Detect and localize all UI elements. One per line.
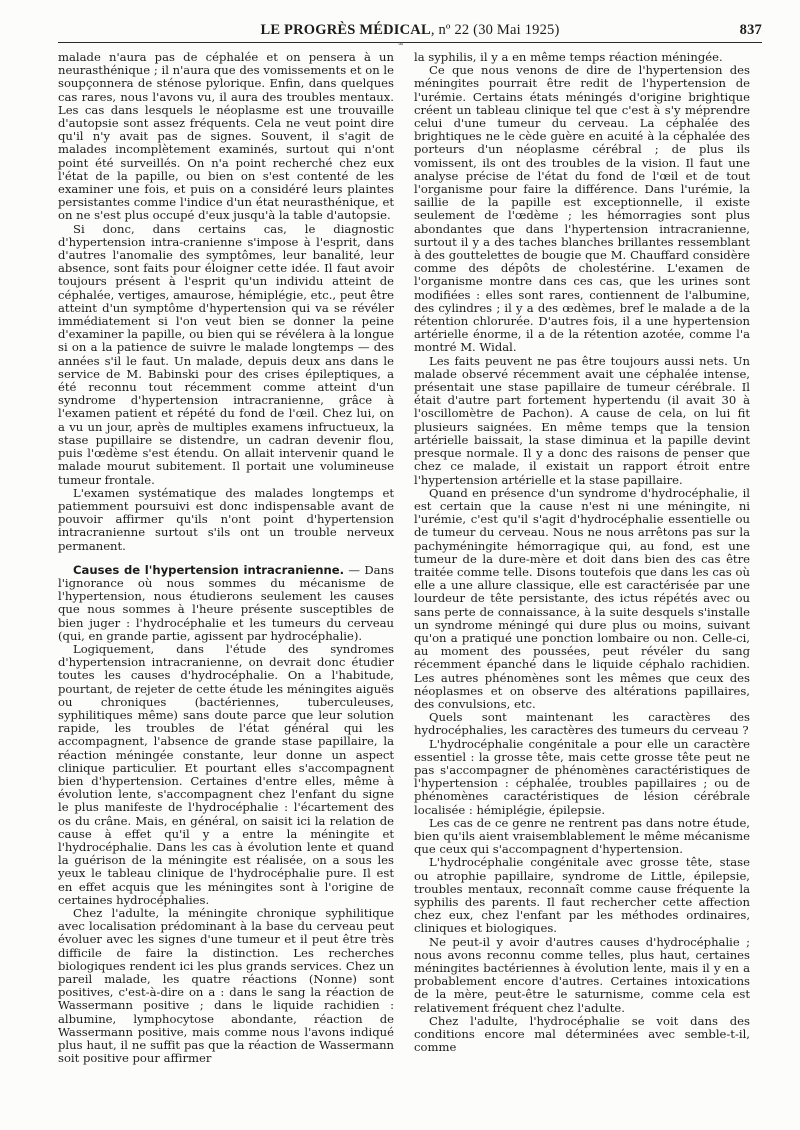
right-column — [414, 51, 750, 1119]
journal-title: LE PROGRÈS MÉDICAL — [260, 22, 431, 38]
paragraph: la syphilis, il y a en même temps réaction méningée. — [414, 51, 723, 64]
journal-title-line — [58, 22, 762, 39]
section-paragraph — [58, 564, 394, 643]
paragraph: Chez l'adulte, l'hydrocéphalie se voit dans des conditions encore mal déterminées avec semble-t-il, comme — [414, 1013, 750, 1055]
paragraph: Les cas de ce genre ne rentrent pas dans notre étude, bien qu'ils aient vraisemblablement le même mécanisme que ceux qui s'accompagnent d'hypertension. — [414, 815, 750, 857]
paragraph: Chez l'adulte, la méningite chronique syphilitique avec localisation prédominant à la base du cerveau peut évoluer avec les signes d'une tumeur et il peut être très difficile de faire la distinction. Les recherches biologiques rendent ici les plus grands services. Chez un pareil malade, les quatre réactions (Nonne) sont positives, c'est-à-dire on a : dans le sang la réaction de Wassermann positive ; dans le liquide rachidien : albumine, lymphocytose abondante, réaction de Wassermann positive, mais comme nous l'avons indiqué plus haut, il ne suffit pas que la réaction de Wassermann soit positive pour affirmer — [58, 906, 394, 1066]
paragraph: Quels sont maintenant les caractères des hydrocéphalies, les caractères des tumeurs du cerveau ? — [414, 710, 750, 738]
section-heading: Causes de l'hypertension intracranienne. — [73, 562, 345, 577]
header-ornament: ∞ — [398, 40, 404, 48]
left-column — [58, 51, 394, 1119]
paragraph: L'hydrocéphalie congénitale avec grosse tête, stase ou atrophie papillaire, syndrome de Little, épilepsie, troubles mentaux, reconnaît comme cause fréquente la syphilis des parents. Il faut rechercher cette affection chez eux, chez l'enfant par les méthodes ordinaires, cliniques et biologiques. — [414, 855, 750, 936]
section-intro-text: — Dans l'ignorance où nous sommes du mécanisme de l'hypertension, nous étudierons seulement les causes que nous sommes à l'heure présente susceptibles de bien juger : l'hydrocéphalie et les tumeurs du cerveau (qui, en grande partie, agissent par hydrocéphalie). — [58, 562, 394, 643]
paragraph: Ne peut-il y avoir d'autres causes d'hydrocéphalie ; nous avons reconnu comme telles, plus haut, certaines méningites bactériennes à évolution lente, mais il y en a probablement encore d'autres. Certaines intoxications de la mère, peut-être le saturnisme, comme cela est relativement fréquent chez l'adulte. — [414, 934, 750, 1015]
paragraph: Quand en présence d'un syndrome d'hydrocéphalie, il est certain que la cause n'est ni une méningite, ni l'urémie, c'est qu'il s'agit d'hydrocéphalie essentielle ou de tumeur du cerveau. Nous ne nous arrêtons pas sur la pachyméningite hémorragique qui, au fond, est une tumeur de la dure-mère et doit dans bien des cas être traitée comme telle. Disons toutefois que dans les cas où elle a une allure classique, elle est caractérisée par une lourdeur de tête persistante, des ictus répétés avec ou sans perte de connaissance, à la suite desquels s'installe un syndrome méningé qui dure plus ou moins, suivant qu'on a pratiqué une ponction lombaire ou non. Celle-ci, au moment des poussées, peut révéler du sang récemment épanché dans le liquide céphalo rachidien. Les autres phénomènes sont les mêmes que ceux des néoplasmes et on observe des altérations papillaires, des convulsions, etc. — [414, 485, 750, 711]
running-head — [58, 22, 762, 42]
paragraph: Les faits peuvent ne pas être toujours aussi nets. Un malade observé récemment avait une céphalée intense, présentait une stase papillaire de tumeur cérébrale. Il était d'autre part fortement hypertendu (il avait 30 à l'oscillomètre de Pachon). A cause de cela, on lui fit plusieurs saignées. En même temps que la tension artérielle baissait, la stase diminua et la papille devint presque normale. Il y a donc des raisons de penser que chez ce malade, il existait un rapport étroit entre l'hypertension artérielle et la stase papillaire. — [414, 353, 750, 487]
paragraph: Logiquement, dans l'étude des syndromes d'hypertension intracranienne, on devrait donc étudier toutes les causes d'hydrocéphalie. On a l'habitude, pourtant, de rejeter de cette étude les méningites aiguës ou chroniques (bactériennes, tuberculeuses, syphilitiques même) sans doute parce que leur solution rapide, les troubles de l'état général qui les accompagnent, l'absence de grande stase papillaire, la réaction méningée constante, leur donne un aspect clinique particulier. Et pourtant elles s'accompagnent bien d'hypertension. Certaines d'entre elles, même à évolution lente, s'accompagnent chez l'enfant du signe le plus manifeste de l'hydrocéphalie : l'écartement des os du crâne. Mais, en général, on saisit ici la relation de cause à effet qu'il y a entre la méningite et l'hydrocéphalie. Dans les cas à évolution lente et quand la guérison de la méningite est réalisée, on a sous les yeux le tableau clinique de l'hydrocéphalie pure. Il est en effet acquis que les méningites sont à l'origine de certaines hydrocéphalies. — [58, 641, 394, 907]
paragraph: L'hydrocéphalie congénitale a pour elle un caractère essentiel : la grosse tête, mais cette grosse tête peut ne pas s'accompagner de phénomènes caractéristiques de l'hypertension : céphalée, troubles papillaires ; ou de phénomènes caractéristiques de lésion cérébrale localisée : hémiplégie, épilepsie. — [414, 736, 750, 817]
paragraph: Ce que nous venons de dire de l'hypertension des méningites pourrait être redit de l'hypertension de l'urémie. Certains états méningés d'origine brightique créent un tableau clinique tel que c'est à s'y méprendre celui d'une tumeur du cerveau. La céphalée des brightiques ne le cède guère en acuité à la céphalée des porteurs d'un néoplasme cérébral ; de plus ils vomissent, ils ont des troubles de la vision. Il faut une analyse précise de l'état du fond de l'œil et de tout l'organisme pour faire la différence. Dans l'urémie, la saillie de la papille est exceptionnelle, il existe seulement de l'œdème ; les hémorragies sont plus abondantes que dans l'hypertension intracranienne, surtout il y a des taches blanches brillantes ressemblant à des gouttelettes de bougie que M. Chauffard considère comme des dépôts de cholestérine. L'examen de l'organisme montre dans ces cas, que les urines sont modifiées : elles sont rares, contiennent de l'albumine, des cylindres ; il y a des œdèmes, bref le malade a de la rétention chlorurée. D'autres fois, il a une hypertension artérielle énorme, il a de la rétention azotée, comme l'a montré M. Widal. — [414, 63, 750, 355]
paragraph: L'examen systématique des malades longtemps et patiemment poursuivi est donc indispensable avant de pouvoir affirmer qu'ils n'ont point d'hypertension intracranienne surtout s'ils ont un trouble nerveux permanent. — [58, 485, 394, 553]
issue-info: , nº 22 (30 Mai 1925) — [430, 22, 560, 38]
header-rule — [58, 42, 762, 43]
page-number: 837 — [739, 22, 762, 38]
paragraph: Si donc, dans certains cas, le diagnostic d'hypertension intra-cranienne s'impose à l'esprit, dans d'autres l'anomalie des symptômes, leur banalité, leur absence, sont faits pour éloigner cette idée. Il faut avoir toujours présent à l'esprit qu'un individu atteint de céphalée, vertiges, amaurose, hémiplégie, etc., peut être atteint d'un symptôme d'hypertension qui va se révéler immédiatement si l'on veut bien se donner la peine d'examiner la papille, ou bien qui se révélera à la longue si on a la patience de suivre le malade longtemps — des années s'il le faut. Un malade, depuis deux ans dans le service de M. Babinski pour des crises épileptiques, a été reconnu tout récemment comme atteint d'un syndrome d'hypertension intracranienne, grâce à l'examen patient et répété du fond de l'œil. Chez lui, on a vu un jour, après de multiples examens infructueux, la stase pupillaire se distendre, un cadran devenir flou, puis l'œdème s'est étendu. On allait intervenir quand le malade mourut subitement. Il portait une volumineuse tumeur frontale. — [58, 221, 394, 487]
paragraph: malade n'aura pas de céphalée et on pensera à un neurasthénique ; il n'aura que des vomissements et on le soupçonnera de sténose pylorique. Enfin, dans quelques cas rares, nous l'avons vu, il aura des troubles mentaux. Les cas dans lesquels le néoplasme est une trouvaille d'autopsie sont assez fréquents. Cela ne veut point dire qu'il n'y avait pas de signes. Souvent, il s'agit de malades incomplètement examinés, surtout qui n'ont point été surveillés. On n'a point recherché chez eux l'état de la papille, ou bien on s'est contenté de les examiner une fois, et puis on a considéré leurs plaintes persistantes comme l'indice d'un état neurasthénique, et on ne s'est plus occupé d'eux jusqu'à la table d'autopsie. — [58, 51, 394, 223]
